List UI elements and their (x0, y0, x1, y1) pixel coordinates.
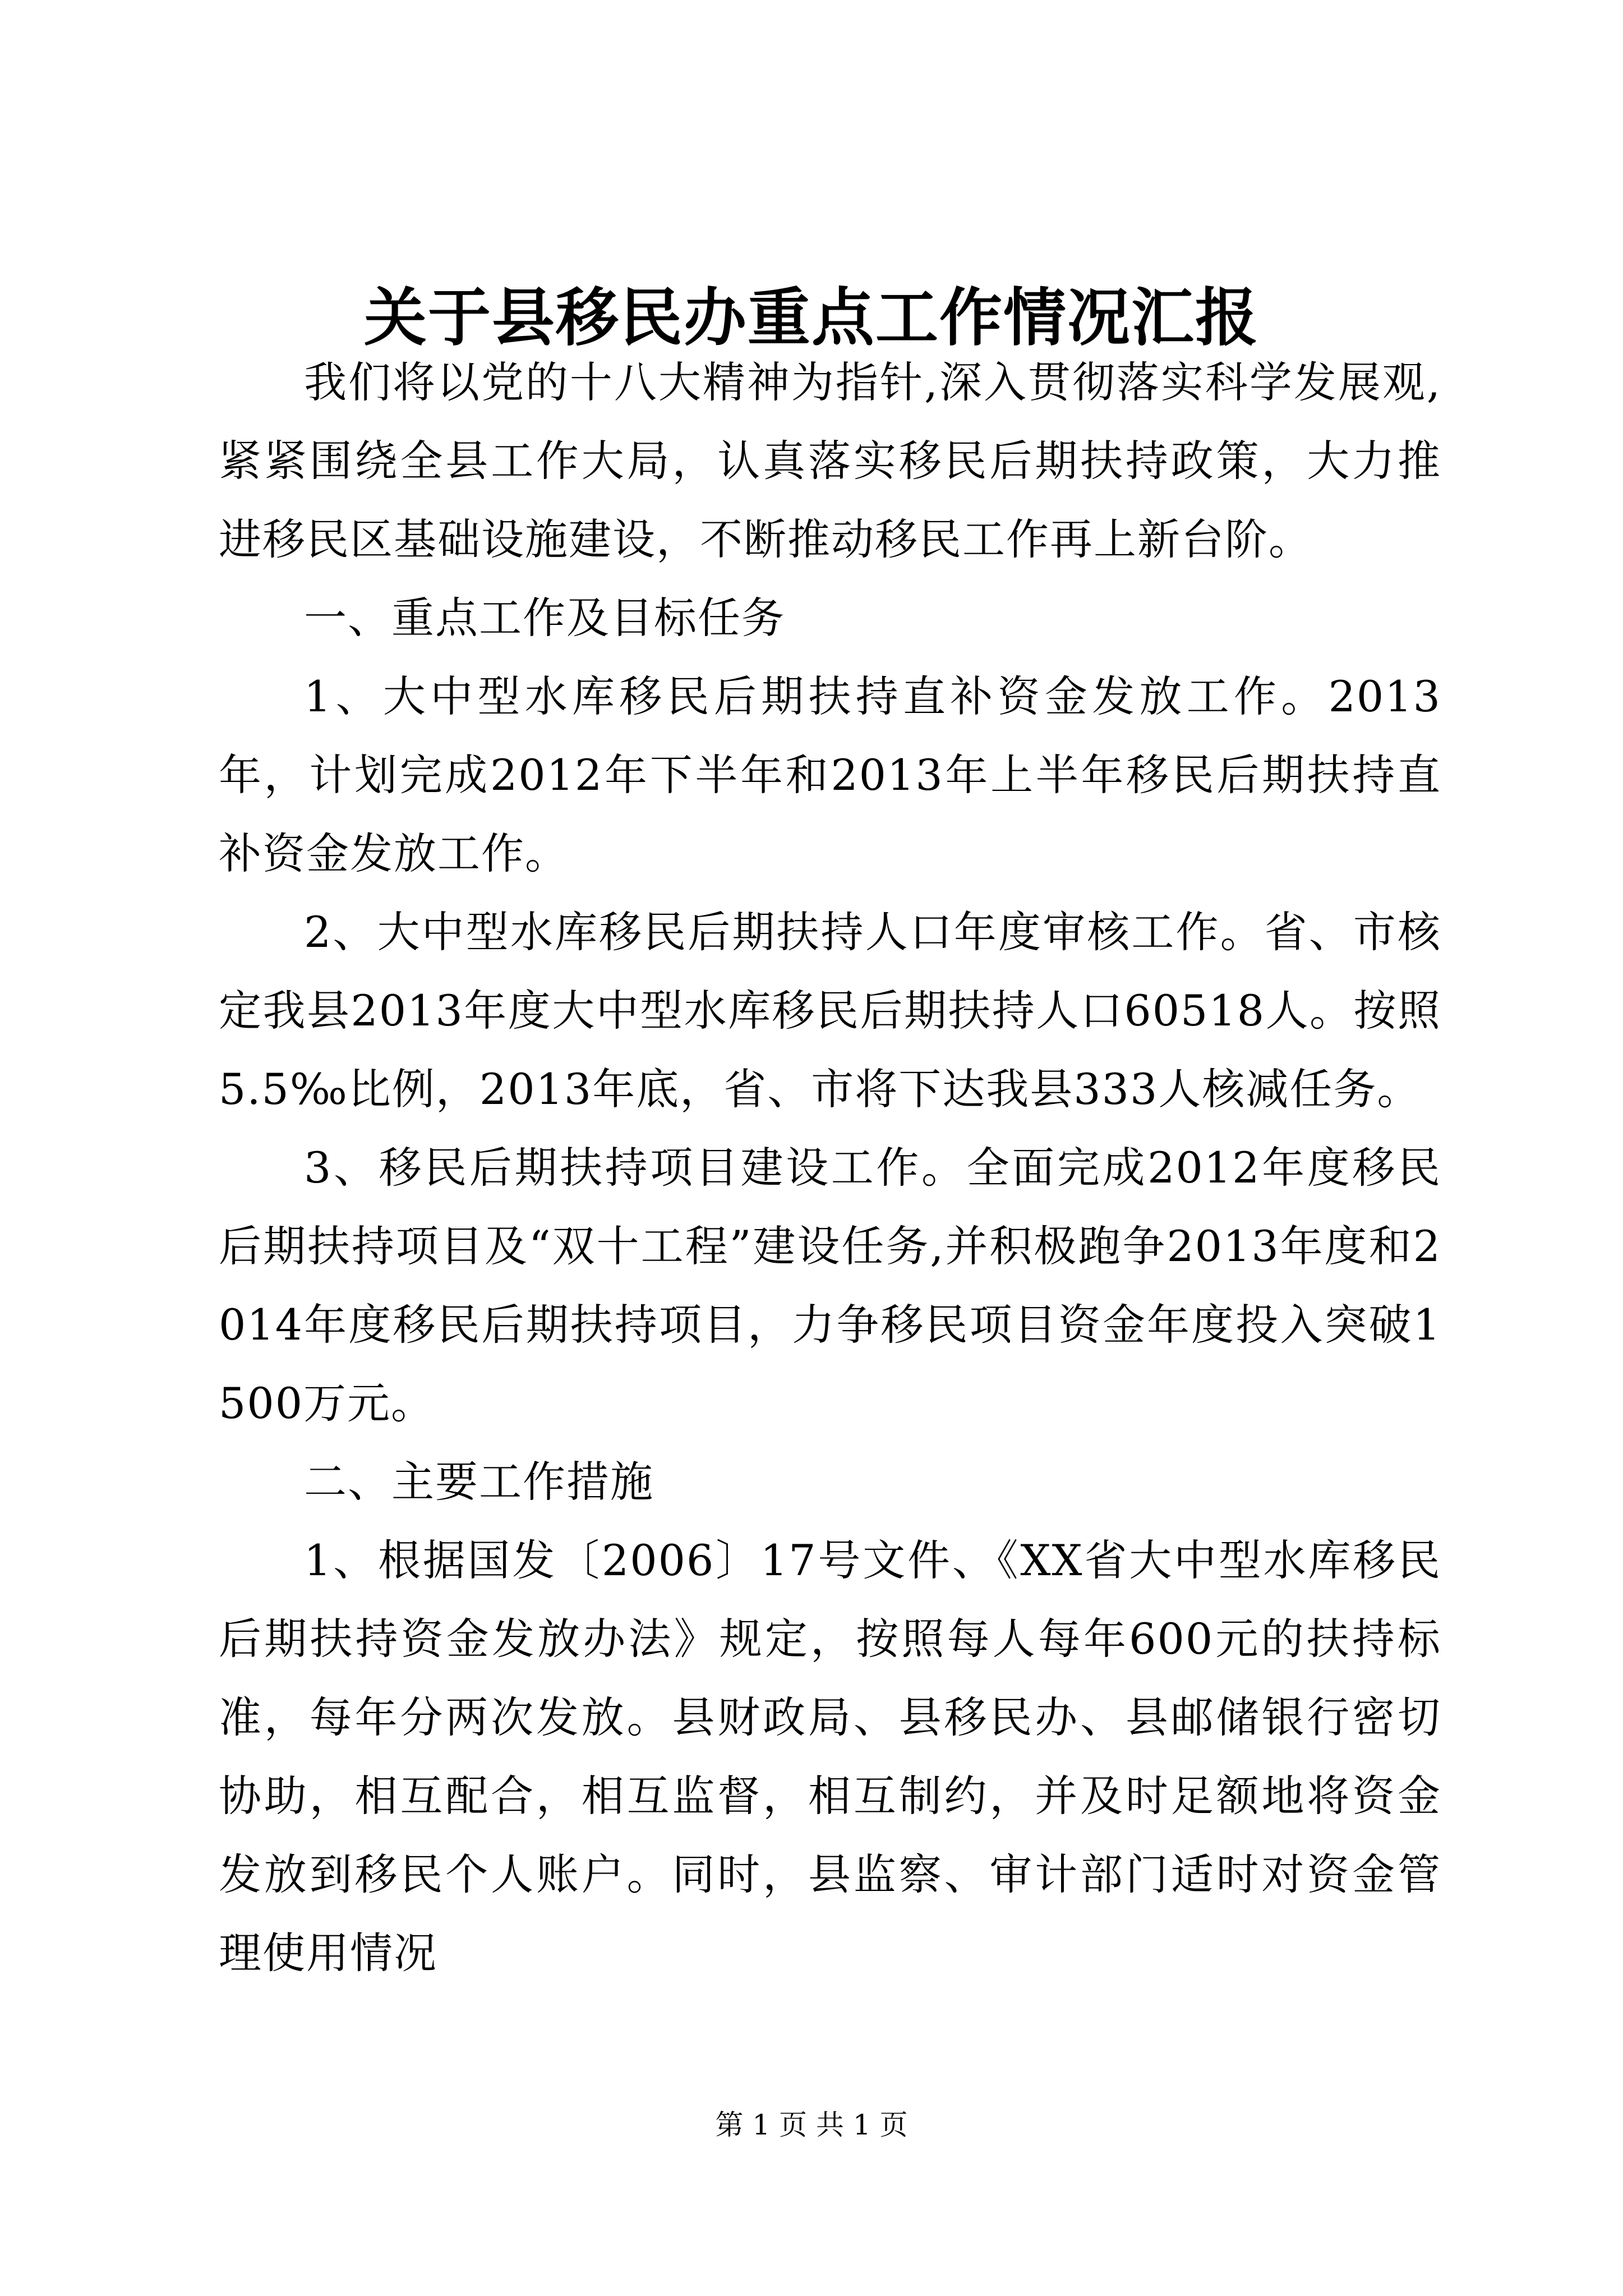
page-footer: 第 1 页 共 1 页 (715, 2109, 908, 2141)
task-item-1: 1、大中型水库移民后期扶持直补资金发放工作。2013年，计划完成2012年下半年和2013年上半年移民后期扶持直补资金发放工作。 (219, 671, 1441, 878)
section-heading-1: 一、重点工作及目标任务 (304, 593, 785, 643)
document-body (219, 343, 1441, 1993)
document-title: 关于县移民办重点工作情况汇报 (364, 281, 1259, 355)
intro-paragraph: 我们将以党的十八大精神为指针,深入贯彻落实科学发展观,紧紧围绕全县工作大局，认真落实移民后期扶持政策，大力推进移民区基础设施建设，不断推动移民工作再上新台阶。 (219, 357, 1441, 564)
section-heading-2: 二、主要工作措施 (304, 1457, 654, 1507)
task-item-2: 2、大中型水库移民后期扶持人口年度审核工作。省、市核定我县2013年度大中型水库移民后期扶持人口60518人。按照5.5‰比例，2013年底，省、市将下达我县333人核减任务。 (219, 907, 1441, 1114)
task-item-3: 3、移民后期扶持项目建设工作。全面完成2012年度移民后期扶持项目及“双十工程”建设任务,并积极跑争2013年度和2014年度移民后期扶持项目，力争移民项目资金年度投入突破1500万元。 (219, 1143, 1441, 1428)
measure-item-1: 1、根据国发〔2006〕17号文件、《XX省大中型水库移民后期扶持资金发放办法》规定，按照每人每年600元的扶持标准，每年分两次发放。县财政局、县移民办、县邮储银行密切协助，相互配合，相互监督，相互制约，并及时足额地将资金发放到移民个人账户。同时，县监察、审计部门适时对资金管理使用情况 (219, 1535, 1441, 1978)
